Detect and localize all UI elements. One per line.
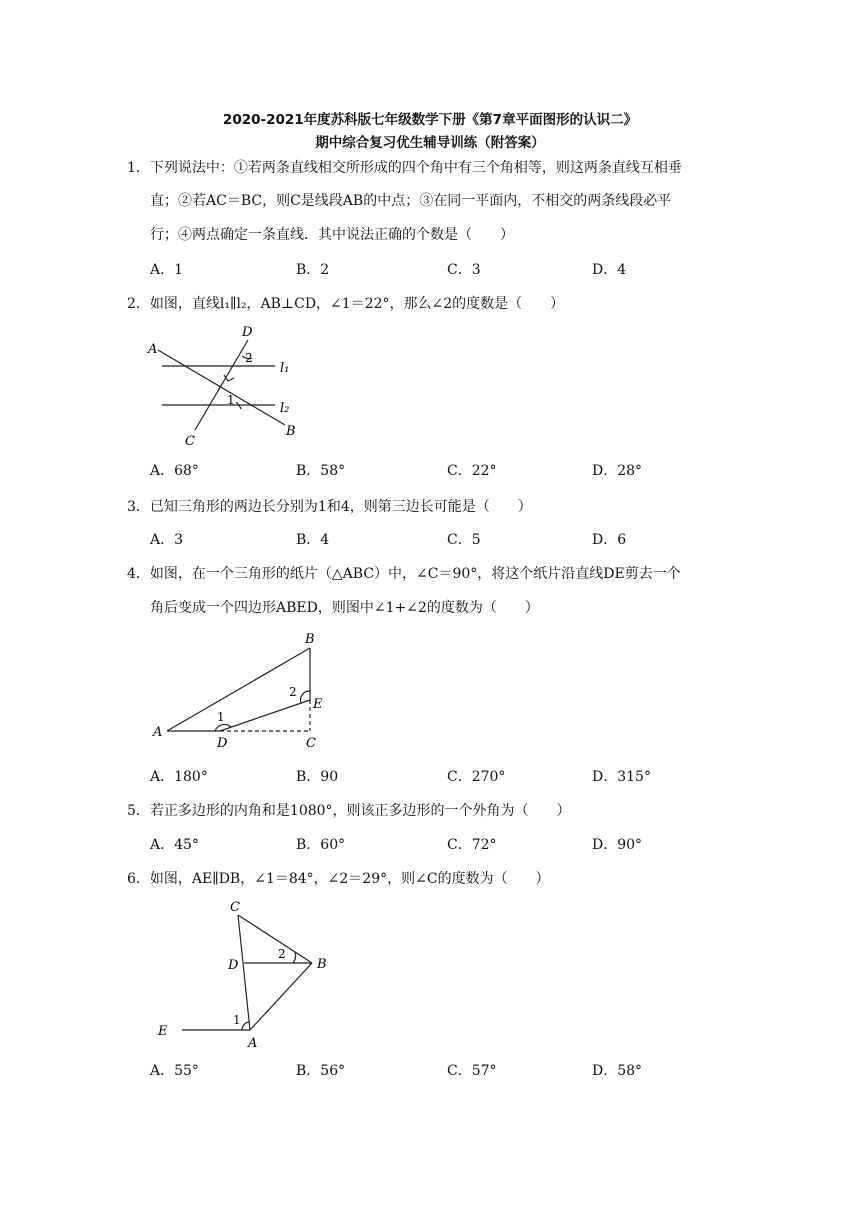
fig-label-d: D (217, 736, 228, 751)
fig-label-angle2: 2 (289, 685, 297, 699)
right-angle-mark (224, 375, 234, 381)
q1-option-a[interactable]: A．1 (150, 262, 184, 278)
q6-option-b[interactable]: B．56° (296, 1063, 346, 1079)
q4-option-b[interactable]: B．90 (296, 769, 339, 785)
fig-label-b: B (305, 632, 315, 647)
line-ab (158, 350, 285, 425)
fig-label-angle1: 1 (233, 1013, 241, 1027)
angle-1-arc (242, 1022, 249, 1030)
q1-line-2: 直；②若AC＝BC，则C是线段AB的中点；③在同一平面内，不相交的两条线段必平 (150, 193, 672, 209)
q3-line-1: 3．已知三角形的两边长分别为1和4，则第三边长可能是（ ） (127, 499, 532, 515)
fig-label-e: E (158, 1024, 168, 1039)
fig-label-l2: l₂ (280, 401, 290, 416)
fig-label-angle2: 2 (278, 947, 286, 961)
q3-option-c[interactable]: C．5 (447, 532, 481, 548)
q5-option-c[interactable]: C．72° (447, 837, 497, 853)
q4-line-1: 4．如图，在一个三角形的纸片（△ABC）中，∠C＝90°，将这个纸片沿直线DE剪去一个 (127, 566, 681, 582)
q5-line-1: 5．若正多边形的内角和是1080°，则该正多边形的一个外角为（ ） (127, 803, 571, 819)
fig-label-angle1: 1 (217, 710, 225, 724)
q2-option-a[interactable]: A．68° (150, 463, 199, 479)
fig-label-b: B (286, 424, 296, 439)
q1-option-b[interactable]: B．2 (296, 262, 330, 278)
doc-title-line2: 期中综合复习优生辅导训练（附答案） (315, 135, 545, 151)
q6-option-c[interactable]: C．57° (447, 1063, 497, 1079)
q3-option-d[interactable]: D．6 (592, 532, 627, 548)
q1-option-c[interactable]: C．3 (447, 262, 481, 278)
line-ed (220, 700, 310, 731)
line-cb (238, 915, 312, 963)
q2-line-1: 2．如图，直线l₁∥l₂，AB⊥CD，∠1＝22°，那么∠2的度数是（ ） (127, 296, 565, 312)
fig-label-angle1: 1 (227, 393, 235, 407)
q2-option-d[interactable]: D．28° (592, 463, 643, 479)
q6-figure (150, 895, 350, 1055)
q6-option-d[interactable]: D．58° (592, 1063, 643, 1079)
fig-label-c: C (185, 434, 195, 449)
fig-label-d: D (228, 958, 239, 973)
q4-line-2: 角后变成一个四边形ABED，则图中∠1+∠2的度数为（ ） (150, 600, 539, 616)
doc-title-line1: 2020-2021年度苏科版七年级数学下册《第7章平面图形的认识二》 (222, 112, 638, 128)
line-cd (195, 340, 248, 430)
q2-option-c[interactable]: C．22° (447, 463, 497, 479)
fig-label-a: A (153, 725, 163, 740)
q2-option-b[interactable]: B．58° (296, 463, 346, 479)
fig-label-e: E (313, 697, 323, 712)
q2-figure (140, 320, 310, 450)
q4-option-d[interactable]: D．315° (592, 769, 651, 785)
q1-line-1: 1．下列说法中：①若两条直线相交所形成的四个角中有三个角相等，则这两条直线互相垂 (127, 160, 682, 176)
fig-label-angle2: 2 (245, 351, 253, 365)
q1-line-3: 行；④两点确定一条直线．其中说法正确的个数是（ ） (150, 227, 514, 243)
fig-label-c: C (306, 736, 316, 751)
line-ab (250, 963, 312, 1030)
q6-line-1: 6．如图，AE∥DB，∠1＝84°，∠2＝29°，则∠C的度数为（ ） (127, 871, 550, 887)
q4-option-c[interactable]: C．270° (447, 769, 506, 785)
fig-label-d: D (242, 325, 253, 340)
q3-option-a[interactable]: A．3 (150, 532, 184, 548)
q5-option-a[interactable]: A．45° (150, 837, 199, 853)
q5-option-d[interactable]: D．90° (592, 837, 643, 853)
fig-label-a: A (248, 1036, 258, 1051)
fig-label-a: A (148, 342, 158, 357)
fig-label-b: B (317, 957, 327, 972)
fig-label-l1: l₁ (280, 361, 290, 376)
q4-option-a[interactable]: A．180° (150, 769, 208, 785)
q4-figure (145, 628, 345, 758)
q6-option-a[interactable]: A．55° (150, 1063, 199, 1079)
fig-label-c: C (230, 900, 240, 915)
q5-option-b[interactable]: B．60° (296, 837, 346, 853)
q1-option-d[interactable]: D．4 (592, 262, 627, 278)
q3-option-b[interactable]: B．4 (296, 532, 330, 548)
angle-2-arc (293, 952, 296, 963)
